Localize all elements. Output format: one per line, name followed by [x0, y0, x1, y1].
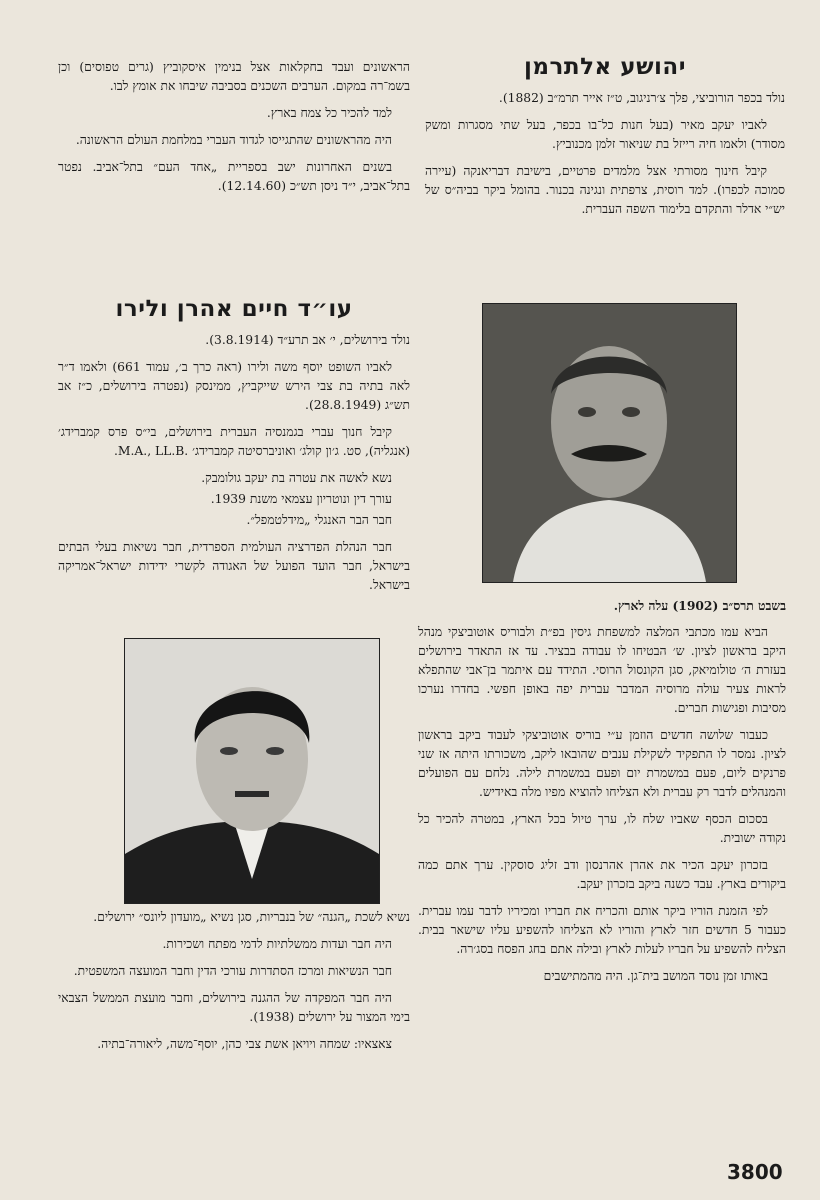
valero-heading: עו״ד חיים אהרן ולירו [115, 296, 353, 322]
valero-paragraph: נשיא לשכת „הגנה״ של בנבריות, סגן נשיא „מועדון ליונס״ ירושלים. [93, 910, 410, 924]
valero-paragraph: עורך דין ונוטריון עצמאי משנת 1939. [210, 492, 392, 506]
valero-paragraph: היה חבר ועדות ממשלתיות לדמי מפתח ושכירות. [162, 937, 392, 951]
altman-paragraph: לפי הזמנת הוריו ביקר אותם והכריח את חבריו ומכיריו לדבר עמו עברית. כעבור 5 חדשים חזר לארץ והוריו לא הצליחו להשפיע עליו שישאר בבית. הצליח להשפיע על חבריו לעלות לארץ ובילה אתם בחג הפסח בסג׳רה. [418, 904, 786, 956]
altman-paragraph: נולד בכפר הורוביצי, פלך צ׳רניגוב, ט״ז אייר תרמ״ב (1882). [498, 91, 785, 105]
altman-paragraph: בסכום הכסף שאביו שלח לו, ערך טיול בכל הארץ, במטרה להכיר כל נקודה ישובית. [418, 812, 786, 845]
altman-heading: יהושע אלתרמן [524, 54, 686, 80]
altman-paragraph: הראשונים ועבד בחקלאות אצל בנימין איסקוביץ (גרים טפוסים) וכן בשמ־רה במקום. הערבים השכנים בסביבה שיבחו את אומץ לבו. [58, 60, 410, 93]
altman-section-continued [418, 596, 786, 994]
valero-paragraph: נשא לאשה את עטרה בת יעקב גולומבק. [201, 471, 392, 485]
valero-section [58, 296, 410, 603]
valero-section-continued [58, 908, 410, 1062]
altman-paragraph: הביא עמו מכתבי המלצה למשפחת גיסין בפ״ת ולבוריס אוטוביצקי מנהל היקב בראשון לציון. ש׳ הבטיחו לו עבודה בבציר. עד אז התאדר בירושלים בעזרת ה׳ טולומיאק, סגן הקונסול הרוסי. התידד עם איתמר בן־אבי שהתפלא לראות צעיר עולה מרוסיה המדבר עברית יפה באופן חפשי. בחדרו נערכו מסיבות ופגישות חברים. [418, 625, 786, 715]
altman-section [425, 54, 785, 227]
altman-paragraph: היה מהראשונים שהתגייסו לגדוד העברי במלחמת העולם הראשונה. [75, 133, 392, 147]
valero-paragraph: חבר הנשיאות ומרכז הסתדרות עורכי הדין וחבר המועצה המשפטית. [73, 964, 392, 978]
valero-paragraph: צאצאיו: שמחה ויויאן אשת צבי כהן, יוסף־משה, ליאורה־בתיה. [97, 1037, 392, 1051]
altman-paragraph: קיבל חינוך מסורתי אצל מלמדים פרטיים, בישיבת דבריאנקה (עיירה סמוכה לכפרו). למד רוסית, צרפתית ונגינה בכנור. בהומל ביקר בביה״ס של יש״י אדלר והתקדם בלימוד השפה העברית. [425, 164, 785, 216]
valero-paragraph: קיבל חנוך עברי בגמנסיה העברית בירושלים, בי״ס פרס קמברידג׳ (אנגליה), סט. ג׳ון קולג׳ ואוניברסיטה קמברידג׳ .M.A., LL.B. [58, 425, 410, 458]
valero-paragraph: חבר הבר האנגלי „מידלטמפל״. [246, 513, 392, 527]
valero-portrait [124, 638, 380, 904]
valero-paragraph: חבר הנהלת הפדרציה העולמית הספרדית, חבר נשיאות בעלי הבתים בישראל, חבר הועד הפועל של האגודה לקשרי ידידות ישראל־אמריקה בישראל. [58, 540, 410, 592]
altman-portrait [482, 303, 737, 583]
altman-paragraph: לאביו יעקב מאיר (בעל חנות כל־בו בכפר, בעל שתי מסגרות ומשק מסודר) ולאמו חיה רייזל בת שניאור זלמן מכנוביץ. [425, 118, 785, 151]
altman-paragraph: בשבט תרס״ב (1902) עלה לארץ. [613, 598, 786, 613]
altman-paragraph: בשנים האחרונות ישב בספריית „אחד העם״ בתל־אביב. נפטר בתל־אביב, י״ד ניסן תש״כ (12.14.60). [58, 160, 410, 193]
altman-paragraph: באותו זמן נוסד המושב בית־גן. היה מהמתישבים [543, 969, 768, 983]
altman-paragraph: כעבור שלושה חדשים הוזמן ע״י בוריס אוטוביצקי לעבוד ביקב בראשון לציון. נמסר לו התפקיד לשקילת ענבים שהובאו ליקב, משכורתו היתה אז שני פרנקים ליום, פעם במשמרת יום ופעם במשמרת לילה. נלחם עם הפועלים והמנהלים לדבר רק עברית ולא הצליחו להוציא מפיו מלה באידיש. [418, 728, 786, 799]
page-number: 3800 [727, 1160, 783, 1184]
altman-paragraph: בזכרון יעקב הכיר את אהרן אהרנסון ודב זליג סוסקין. ערך אתם כמה ביקורים בארץ. עבד כשנה ביקב בזכרון יעקב. [418, 858, 786, 891]
valero-paragraph: נולד בירושלים, י׳ אב תרע״ד (3.8.1914). [205, 333, 410, 347]
altman-paragraph: למד להכיר כל צמח בארץ. [266, 106, 392, 120]
valero-paragraph: לאביו השופט יוסף משה ולירו (ראה כרך ב׳, עמוד 661) ולאמו ד״ר לאה בתיה בת צבי הירש שייקביץ, ממינסק (נפטרה בירושלים, כ״ז אב תש״ג (28.8.1949). [58, 360, 410, 412]
altman-section-tail [58, 58, 410, 204]
valero-paragraph: היה חבר המפקדה של ההגנה בירושלים, וחבר מועצת הממשל הצבאי בימי המצור על ירושלים (1938). [58, 991, 410, 1024]
